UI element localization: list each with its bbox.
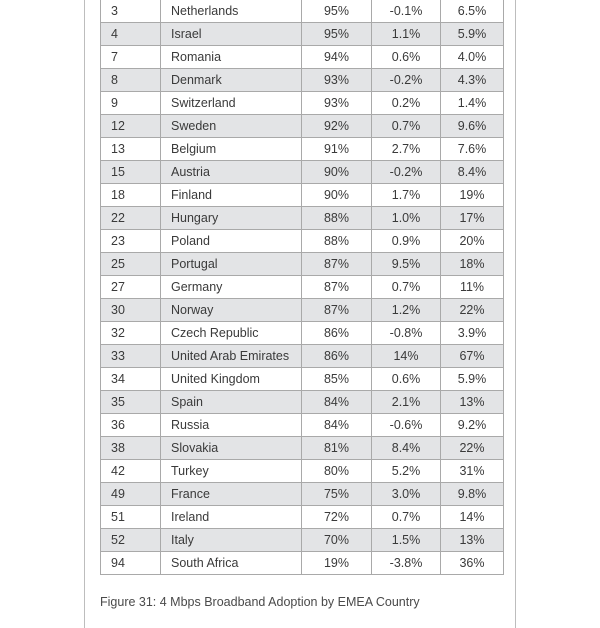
rank-cell: 27 (101, 276, 161, 299)
qoq-change-cell: -0.6% (372, 414, 441, 437)
yoy-change-cell: 17% (441, 207, 504, 230)
country-cell: Finland (161, 184, 302, 207)
yoy-change-cell: 3.9% (441, 322, 504, 345)
yoy-change-cell: 9.6% (441, 115, 504, 138)
rank-cell: 23 (101, 230, 161, 253)
country-cell: Belgium (161, 138, 302, 161)
adoption-cell: 90% (302, 161, 372, 184)
adoption-cell: 86% (302, 322, 372, 345)
country-cell: Spain (161, 391, 302, 414)
table-row (101, 322, 504, 345)
country-cell: Romania (161, 46, 302, 69)
table-row (101, 253, 504, 276)
rank-cell: 94 (101, 552, 161, 575)
yoy-change-cell: 5.9% (441, 368, 504, 391)
qoq-change-cell: -0.8% (372, 322, 441, 345)
rank-cell: 30 (101, 299, 161, 322)
qoq-change-cell: 1.1% (372, 23, 441, 46)
rank-cell: 7 (101, 46, 161, 69)
qoq-change-cell: 0.2% (372, 92, 441, 115)
country-cell: Norway (161, 299, 302, 322)
country-cell: South Africa (161, 552, 302, 575)
adoption-cell: 87% (302, 253, 372, 276)
qoq-change-cell: 8.4% (372, 437, 441, 460)
rank-cell: 32 (101, 322, 161, 345)
adoption-cell: 80% (302, 460, 372, 483)
adoption-cell: 94% (302, 46, 372, 69)
rank-cell: 9 (101, 92, 161, 115)
yoy-change-cell: 5.9% (441, 23, 504, 46)
table-row (101, 0, 504, 23)
qoq-change-cell: 1.7% (372, 184, 441, 207)
adoption-cell: 84% (302, 391, 372, 414)
table-row (101, 368, 504, 391)
country-cell: Czech Republic (161, 322, 302, 345)
figure-caption: Figure 31: 4 Mbps Broadband Adoption by EMEA Country (100, 595, 420, 609)
table-row (101, 391, 504, 414)
country-cell: United Arab Emirates (161, 345, 302, 368)
adoption-cell: 81% (302, 437, 372, 460)
yoy-change-cell: 6.5% (441, 0, 504, 23)
yoy-change-cell: 22% (441, 299, 504, 322)
country-cell: France (161, 483, 302, 506)
yoy-change-cell: 4.3% (441, 69, 504, 92)
rank-cell: 49 (101, 483, 161, 506)
qoq-change-cell: 14% (372, 345, 441, 368)
country-cell: Austria (161, 161, 302, 184)
rank-cell: 33 (101, 345, 161, 368)
yoy-change-cell: 67% (441, 345, 504, 368)
country-cell: Denmark (161, 69, 302, 92)
rank-cell: 15 (101, 161, 161, 184)
qoq-change-cell: 0.7% (372, 115, 441, 138)
qoq-change-cell: 9.5% (372, 253, 441, 276)
country-cell: Turkey (161, 460, 302, 483)
adoption-cell: 88% (302, 207, 372, 230)
table-body (101, 0, 504, 575)
yoy-change-cell: 7.6% (441, 138, 504, 161)
adoption-cell: 85% (302, 368, 372, 391)
table-row (101, 92, 504, 115)
country-cell: Israel (161, 23, 302, 46)
qoq-change-cell: 1.5% (372, 529, 441, 552)
qoq-change-cell: 0.9% (372, 230, 441, 253)
yoy-change-cell: 22% (441, 437, 504, 460)
qoq-change-cell: 5.2% (372, 460, 441, 483)
broadband-adoption-table (100, 0, 504, 575)
yoy-change-cell: 11% (441, 276, 504, 299)
table-row (101, 69, 504, 92)
adoption-cell: 75% (302, 483, 372, 506)
table-row (101, 115, 504, 138)
qoq-change-cell: 0.6% (372, 46, 441, 69)
yoy-change-cell: 4.0% (441, 46, 504, 69)
yoy-change-cell: 20% (441, 230, 504, 253)
table-row (101, 506, 504, 529)
table-row (101, 161, 504, 184)
country-cell: Sweden (161, 115, 302, 138)
country-cell: Hungary (161, 207, 302, 230)
rank-cell: 38 (101, 437, 161, 460)
rank-cell: 51 (101, 506, 161, 529)
table-row (101, 414, 504, 437)
yoy-change-cell: 31% (441, 460, 504, 483)
yoy-change-cell: 14% (441, 506, 504, 529)
adoption-cell: 92% (302, 115, 372, 138)
table-row (101, 46, 504, 69)
table-row (101, 23, 504, 46)
country-cell: Poland (161, 230, 302, 253)
rank-cell: 8 (101, 69, 161, 92)
yoy-change-cell: 13% (441, 391, 504, 414)
yoy-change-cell: 8.4% (441, 161, 504, 184)
adoption-cell: 19% (302, 552, 372, 575)
adoption-cell: 95% (302, 0, 372, 23)
country-cell: Ireland (161, 506, 302, 529)
adoption-cell: 88% (302, 230, 372, 253)
country-cell: Switzerland (161, 92, 302, 115)
rank-cell: 52 (101, 529, 161, 552)
country-cell: United Kingdom (161, 368, 302, 391)
yoy-change-cell: 18% (441, 253, 504, 276)
rank-cell: 34 (101, 368, 161, 391)
rank-cell: 22 (101, 207, 161, 230)
qoq-change-cell: 0.6% (372, 368, 441, 391)
qoq-change-cell: 0.7% (372, 506, 441, 529)
qoq-change-cell: 2.7% (372, 138, 441, 161)
yoy-change-cell: 36% (441, 552, 504, 575)
table-row (101, 230, 504, 253)
country-cell: Portugal (161, 253, 302, 276)
qoq-change-cell: -0.2% (372, 69, 441, 92)
yoy-change-cell: 1.4% (441, 92, 504, 115)
rank-cell: 42 (101, 460, 161, 483)
rank-cell: 12 (101, 115, 161, 138)
rank-cell: 35 (101, 391, 161, 414)
country-cell: Germany (161, 276, 302, 299)
adoption-cell: 91% (302, 138, 372, 161)
adoption-cell: 95% (302, 23, 372, 46)
adoption-cell: 87% (302, 276, 372, 299)
adoption-cell: 87% (302, 299, 372, 322)
yoy-change-cell: 13% (441, 529, 504, 552)
rank-cell: 25 (101, 253, 161, 276)
rank-cell: 3 (101, 0, 161, 23)
adoption-cell: 93% (302, 92, 372, 115)
country-cell: Russia (161, 414, 302, 437)
table-row (101, 483, 504, 506)
table-row (101, 437, 504, 460)
adoption-cell: 93% (302, 69, 372, 92)
qoq-change-cell: 2.1% (372, 391, 441, 414)
qoq-change-cell: 1.2% (372, 299, 441, 322)
rank-cell: 13 (101, 138, 161, 161)
table-row (101, 184, 504, 207)
rank-cell: 18 (101, 184, 161, 207)
table-row (101, 138, 504, 161)
qoq-change-cell: -0.2% (372, 161, 441, 184)
table-row (101, 345, 504, 368)
rank-cell: 4 (101, 23, 161, 46)
adoption-cell: 70% (302, 529, 372, 552)
adoption-cell: 84% (302, 414, 372, 437)
country-cell: Italy (161, 529, 302, 552)
country-cell: Netherlands (161, 0, 302, 23)
adoption-cell: 86% (302, 345, 372, 368)
table-row (101, 460, 504, 483)
table-row (101, 299, 504, 322)
country-cell: Slovakia (161, 437, 302, 460)
adoption-cell: 90% (302, 184, 372, 207)
table-row (101, 552, 504, 575)
rank-cell: 36 (101, 414, 161, 437)
qoq-change-cell: 1.0% (372, 207, 441, 230)
table-row (101, 207, 504, 230)
adoption-cell: 72% (302, 506, 372, 529)
table-row (101, 529, 504, 552)
yoy-change-cell: 9.2% (441, 414, 504, 437)
yoy-change-cell: 19% (441, 184, 504, 207)
qoq-change-cell: -3.8% (372, 552, 441, 575)
qoq-change-cell: 0.7% (372, 276, 441, 299)
qoq-change-cell: -0.1% (372, 0, 441, 23)
table-row (101, 276, 504, 299)
qoq-change-cell: 3.0% (372, 483, 441, 506)
yoy-change-cell: 9.8% (441, 483, 504, 506)
